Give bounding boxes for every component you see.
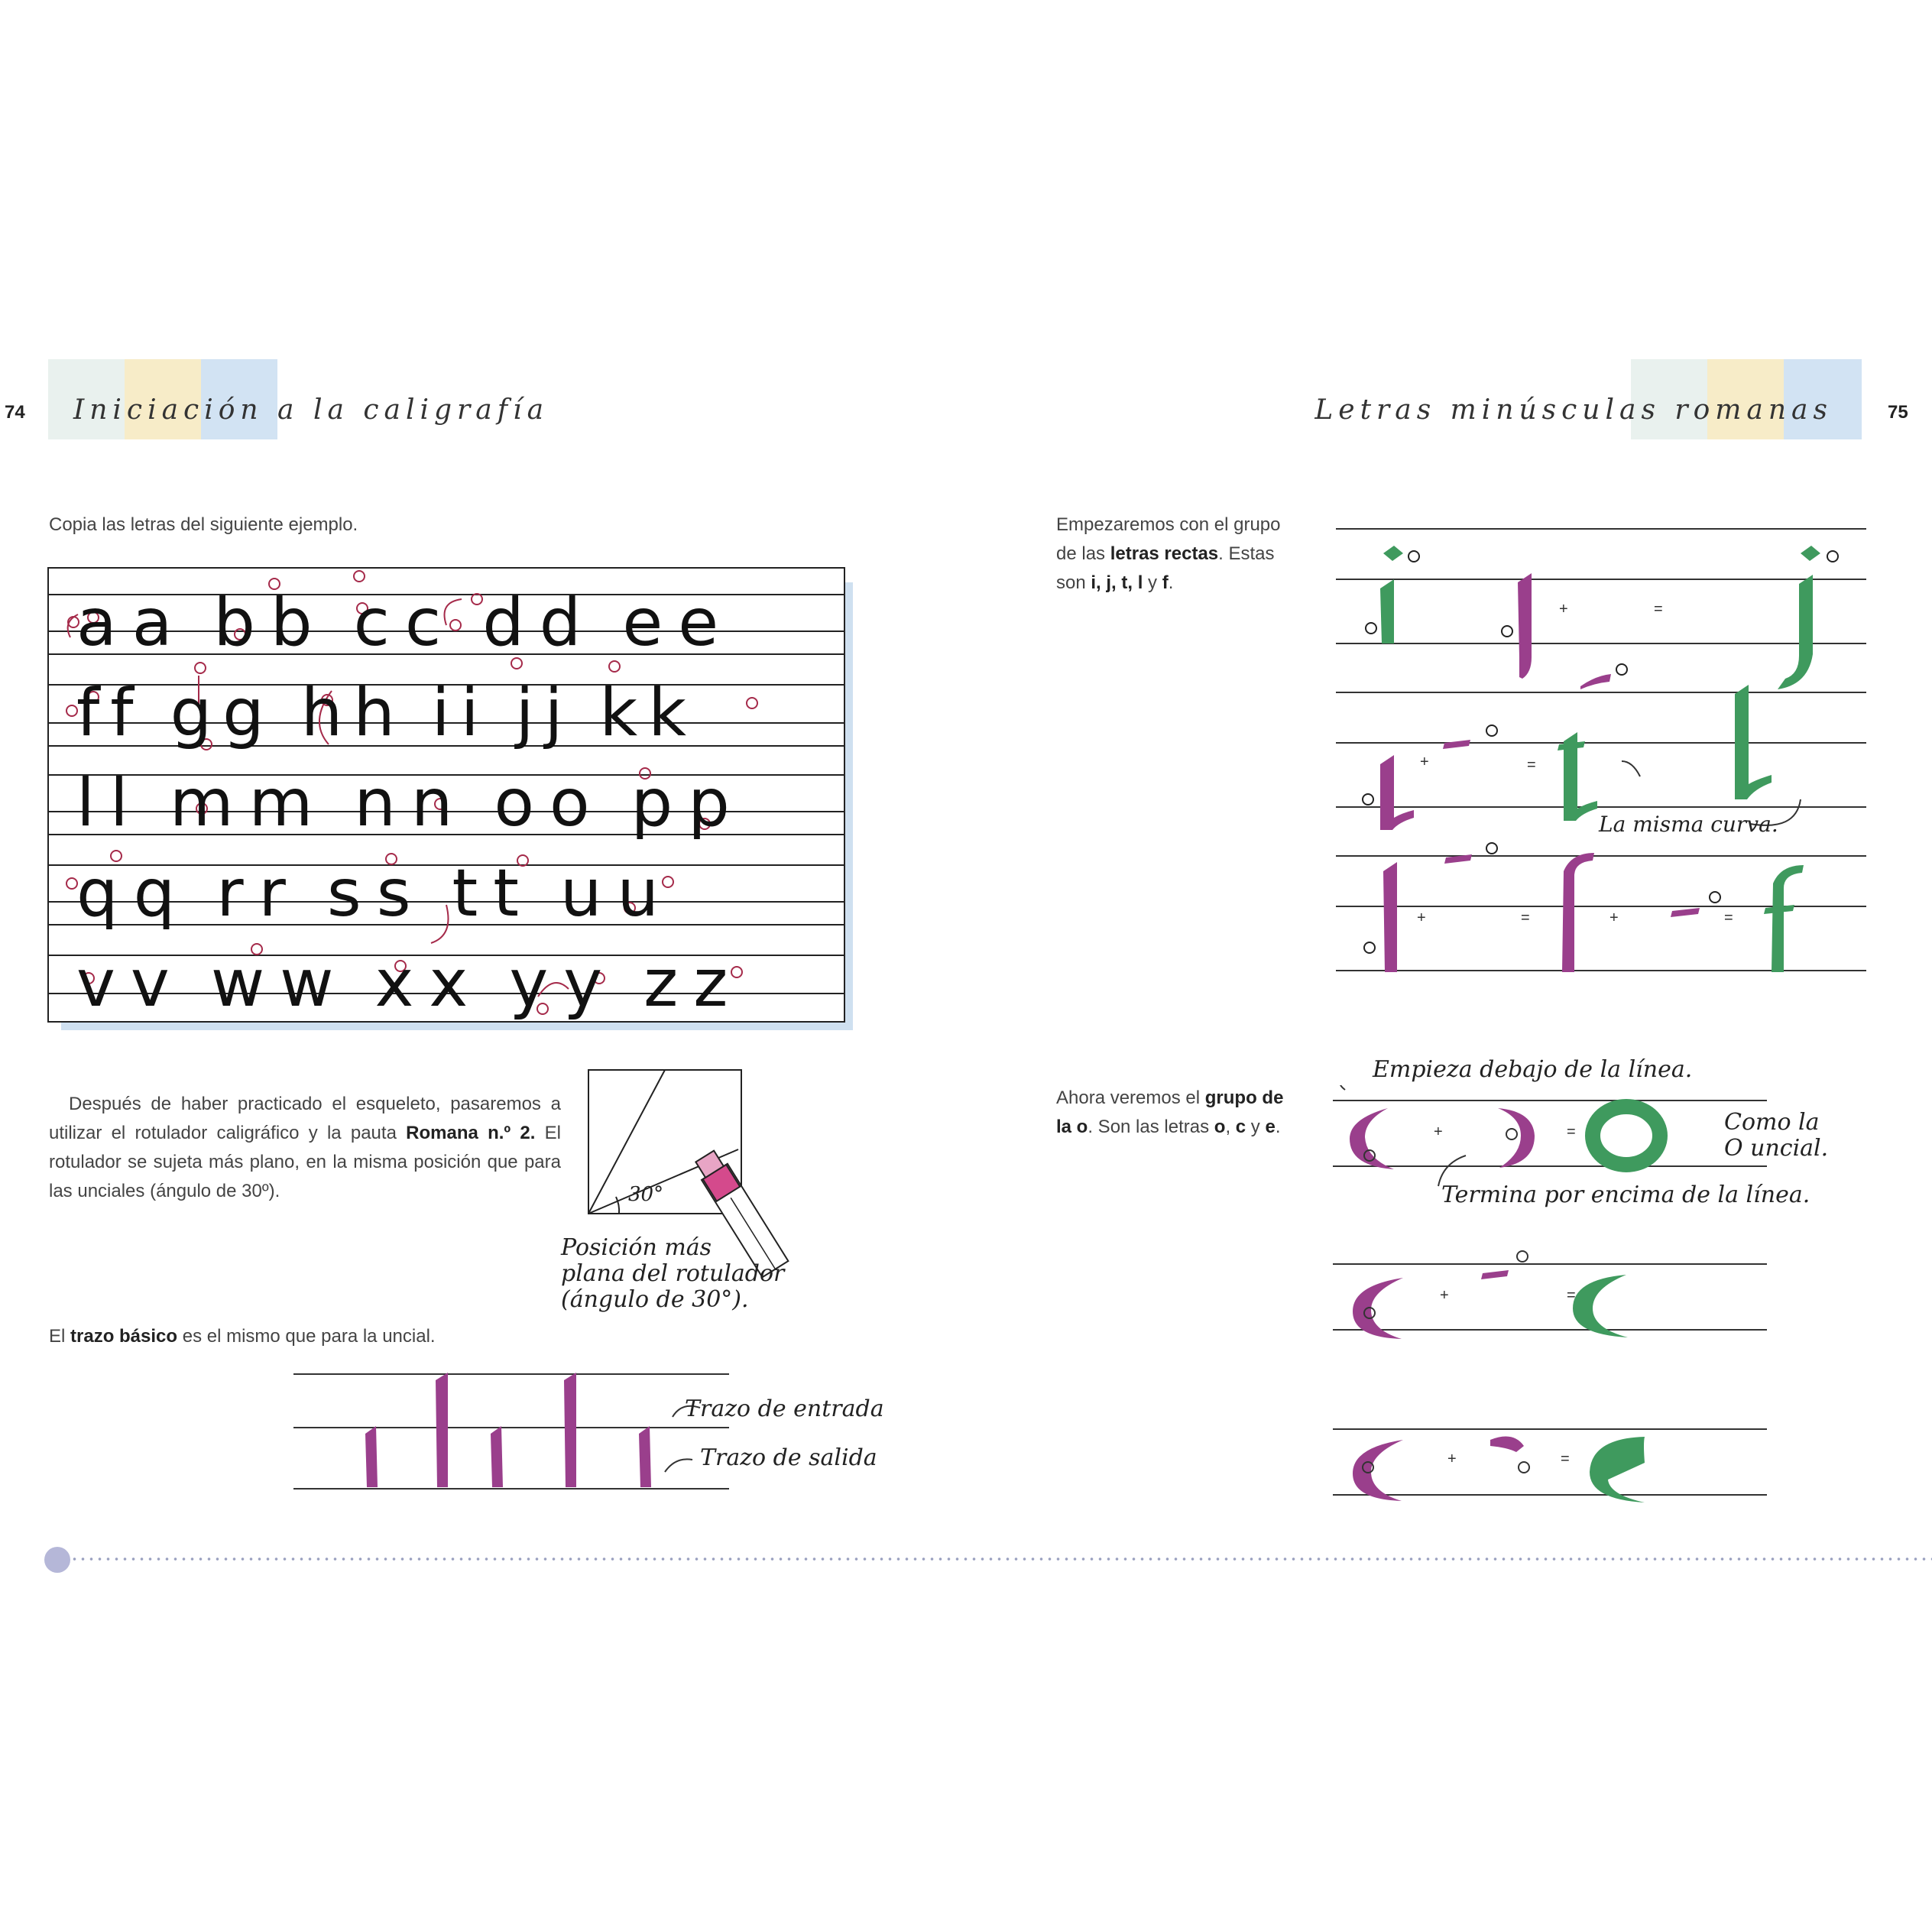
intro-straight-bold: letras rectas xyxy=(1110,543,1219,564)
equals-sign-4: = xyxy=(1724,909,1733,926)
practice-letter: r xyxy=(258,855,286,932)
practice-letter: n xyxy=(354,765,396,841)
practice-letter: v xyxy=(130,945,170,1022)
plus-sign-6: + xyxy=(1440,1287,1449,1304)
practice-letter: h xyxy=(300,675,343,751)
practice-letter: x xyxy=(374,945,414,1022)
note-like-uncial-line2: O uncial. xyxy=(1724,1135,1829,1162)
practice-row-5 xyxy=(76,945,841,1022)
practice-letter: a xyxy=(131,585,173,661)
intro-o-bold: grupo de la o xyxy=(1056,1088,1284,1137)
practice-row-1 xyxy=(76,585,841,661)
plus-sign-2: + xyxy=(1420,754,1429,770)
note-like-uncial-line1: Como la xyxy=(1724,1109,1820,1136)
practice-letter: c xyxy=(404,585,442,661)
practice-letter: g xyxy=(170,675,212,751)
practice-letter: d xyxy=(482,585,524,661)
intro-o-p3: , xyxy=(1225,1117,1236,1137)
practice-letter: q xyxy=(133,855,176,932)
intro-o-p4: y xyxy=(1246,1117,1266,1137)
plus-sign-1: + xyxy=(1559,601,1568,618)
note-ends-above: Termina por encima de la línea. xyxy=(1441,1182,1810,1208)
pen-paragraph-bold: Romana n.º 2. xyxy=(406,1123,536,1143)
basic-stroke-demo xyxy=(290,1363,841,1493)
practice-letter: y xyxy=(563,945,603,1022)
practice-letter: h xyxy=(353,675,395,751)
practice-letter: z xyxy=(693,945,728,1022)
basic-stroke-part2: es el mismo que para la uncial. xyxy=(177,1326,436,1347)
practice-letter: u xyxy=(617,855,660,932)
practice-letter: p xyxy=(630,765,673,841)
practice-letter: k xyxy=(599,675,638,751)
intro-o-letter-e: e xyxy=(1265,1117,1276,1137)
practice-letter: d xyxy=(539,585,582,661)
practice-letter: x xyxy=(429,945,468,1022)
chapter-title-right: Letras minúsculas romanas xyxy=(1314,394,1833,426)
intro-o-group xyxy=(1056,1084,1285,1142)
practice-letter: s xyxy=(326,855,361,932)
practice-sheet xyxy=(47,567,845,1023)
equals-sign-5: = xyxy=(1567,1123,1576,1140)
plus-sign-7: + xyxy=(1447,1451,1457,1467)
pen-paragraph-part2: El rotulador se sujeta más plano, en la misma posición que para las unciales (ángulo de 30º). xyxy=(49,1123,561,1201)
practice-letter: v xyxy=(76,945,115,1022)
page-number-right: 75 xyxy=(1888,402,1908,423)
intro-o-letter-o: o xyxy=(1214,1117,1226,1137)
intro-straight-p1: Empezaremos con el grupo de las xyxy=(1056,514,1281,564)
practice-letter: z xyxy=(643,945,679,1022)
straight-letters-diagram xyxy=(1330,520,1880,986)
pen-paragraph xyxy=(49,1090,561,1206)
practice-letter: m xyxy=(248,765,313,841)
plus-sign-5: + xyxy=(1434,1123,1443,1140)
practice-letter: n xyxy=(410,765,453,841)
intro-o-letter-c: c xyxy=(1235,1117,1246,1137)
practice-letter: e xyxy=(622,585,663,661)
row-t-l xyxy=(1380,685,1772,830)
practice-letter: u xyxy=(560,855,602,932)
stroke-label-exit: Trazo de salida xyxy=(700,1444,877,1471)
plus-sign-3: + xyxy=(1417,909,1426,926)
intro-straight-letters xyxy=(1056,511,1285,598)
footer-dotted-rule xyxy=(70,1558,1932,1561)
pen-caption-line3: (ángulo de 30°). xyxy=(561,1286,749,1313)
row-f xyxy=(1383,853,1804,972)
practice-letter: l xyxy=(109,765,128,841)
practice-letter: j xyxy=(544,675,563,751)
practice-letter: j xyxy=(515,675,534,751)
practice-row-4 xyxy=(76,855,841,932)
practice-letter: o xyxy=(549,765,590,841)
intro-o-p2: . Son las letras xyxy=(1088,1117,1214,1137)
intro-straight-letters-list: i, j, t, l xyxy=(1091,572,1143,593)
practice-row-2 xyxy=(76,675,841,751)
o-group-diagram xyxy=(1330,1085,1880,1513)
pen-caption-line1: Posición más xyxy=(561,1234,712,1261)
equals-sign-3: = xyxy=(1521,909,1530,926)
equals-sign-2: = xyxy=(1527,757,1536,773)
stroke-label-entry: Trazo de entrada xyxy=(685,1396,884,1422)
note-start-below: Empieza debajo de la línea. xyxy=(1373,1056,1693,1083)
practice-letter: y xyxy=(509,945,549,1022)
practice-letter: t xyxy=(493,855,519,932)
practice-letter: c xyxy=(353,585,390,661)
intro-o-p1: Ahora veremos el xyxy=(1056,1088,1205,1108)
practice-letter: w xyxy=(280,945,334,1022)
intro-straight-p3: y xyxy=(1143,572,1162,593)
practice-letter: f xyxy=(76,675,100,751)
pen-caption-line2: plana del rotulador xyxy=(561,1260,785,1287)
practice-letter: q xyxy=(76,855,118,932)
practice-letter: k xyxy=(648,675,687,751)
pen-caption xyxy=(561,1235,784,1313)
practice-letter: b xyxy=(271,585,313,661)
practice-letter: m xyxy=(169,765,234,841)
practice-letter: o xyxy=(494,765,535,841)
practice-letter: s xyxy=(376,855,411,932)
practice-letter: i xyxy=(460,675,479,751)
practice-letter: l xyxy=(76,765,95,841)
practice-letter: r xyxy=(216,855,244,932)
practice-letter: e xyxy=(678,585,719,661)
row-i-j xyxy=(1380,546,1820,689)
practice-letter: i xyxy=(431,675,450,751)
practice-letter: f xyxy=(110,675,134,751)
practice-letter: t xyxy=(452,855,478,932)
basic-stroke-part1: El xyxy=(49,1326,71,1347)
practice-letter: w xyxy=(210,945,265,1022)
practice-letter: g xyxy=(222,675,264,751)
intro-straight-last: f xyxy=(1162,572,1169,593)
chapter-title-left: Iniciación a la caligrafía xyxy=(73,394,549,426)
equals-sign-6: = xyxy=(1567,1287,1576,1304)
practice-letter: b xyxy=(213,585,255,661)
practice-row-3 xyxy=(76,765,841,841)
pen-angle-label: 30° xyxy=(628,1183,664,1206)
footer-bullet xyxy=(44,1547,70,1573)
page-number-left: 74 xyxy=(5,402,25,423)
intro-o-p5: . xyxy=(1275,1117,1281,1137)
basic-stroke-text xyxy=(49,1322,436,1351)
equals-sign-1: = xyxy=(1654,601,1663,618)
intro-straight-p4: . xyxy=(1168,572,1174,593)
equals-sign-7: = xyxy=(1561,1451,1570,1467)
intro-straight-p2: . Estas son xyxy=(1056,543,1275,593)
copy-instruction: Copia las letras del siguiente ejemplo. xyxy=(49,514,358,535)
pen-paragraph-part1: Después de haber practicado el esqueleto, pasaremos a utilizar el rotulador caligráfico y la pauta xyxy=(49,1094,561,1143)
same-curve-note: La misma curva. xyxy=(1599,812,1778,837)
basic-stroke-bold: trazo básico xyxy=(70,1326,178,1347)
plus-sign-4: + xyxy=(1609,909,1619,926)
practice-letter: p xyxy=(688,765,730,841)
practice-letter: a xyxy=(76,585,117,661)
